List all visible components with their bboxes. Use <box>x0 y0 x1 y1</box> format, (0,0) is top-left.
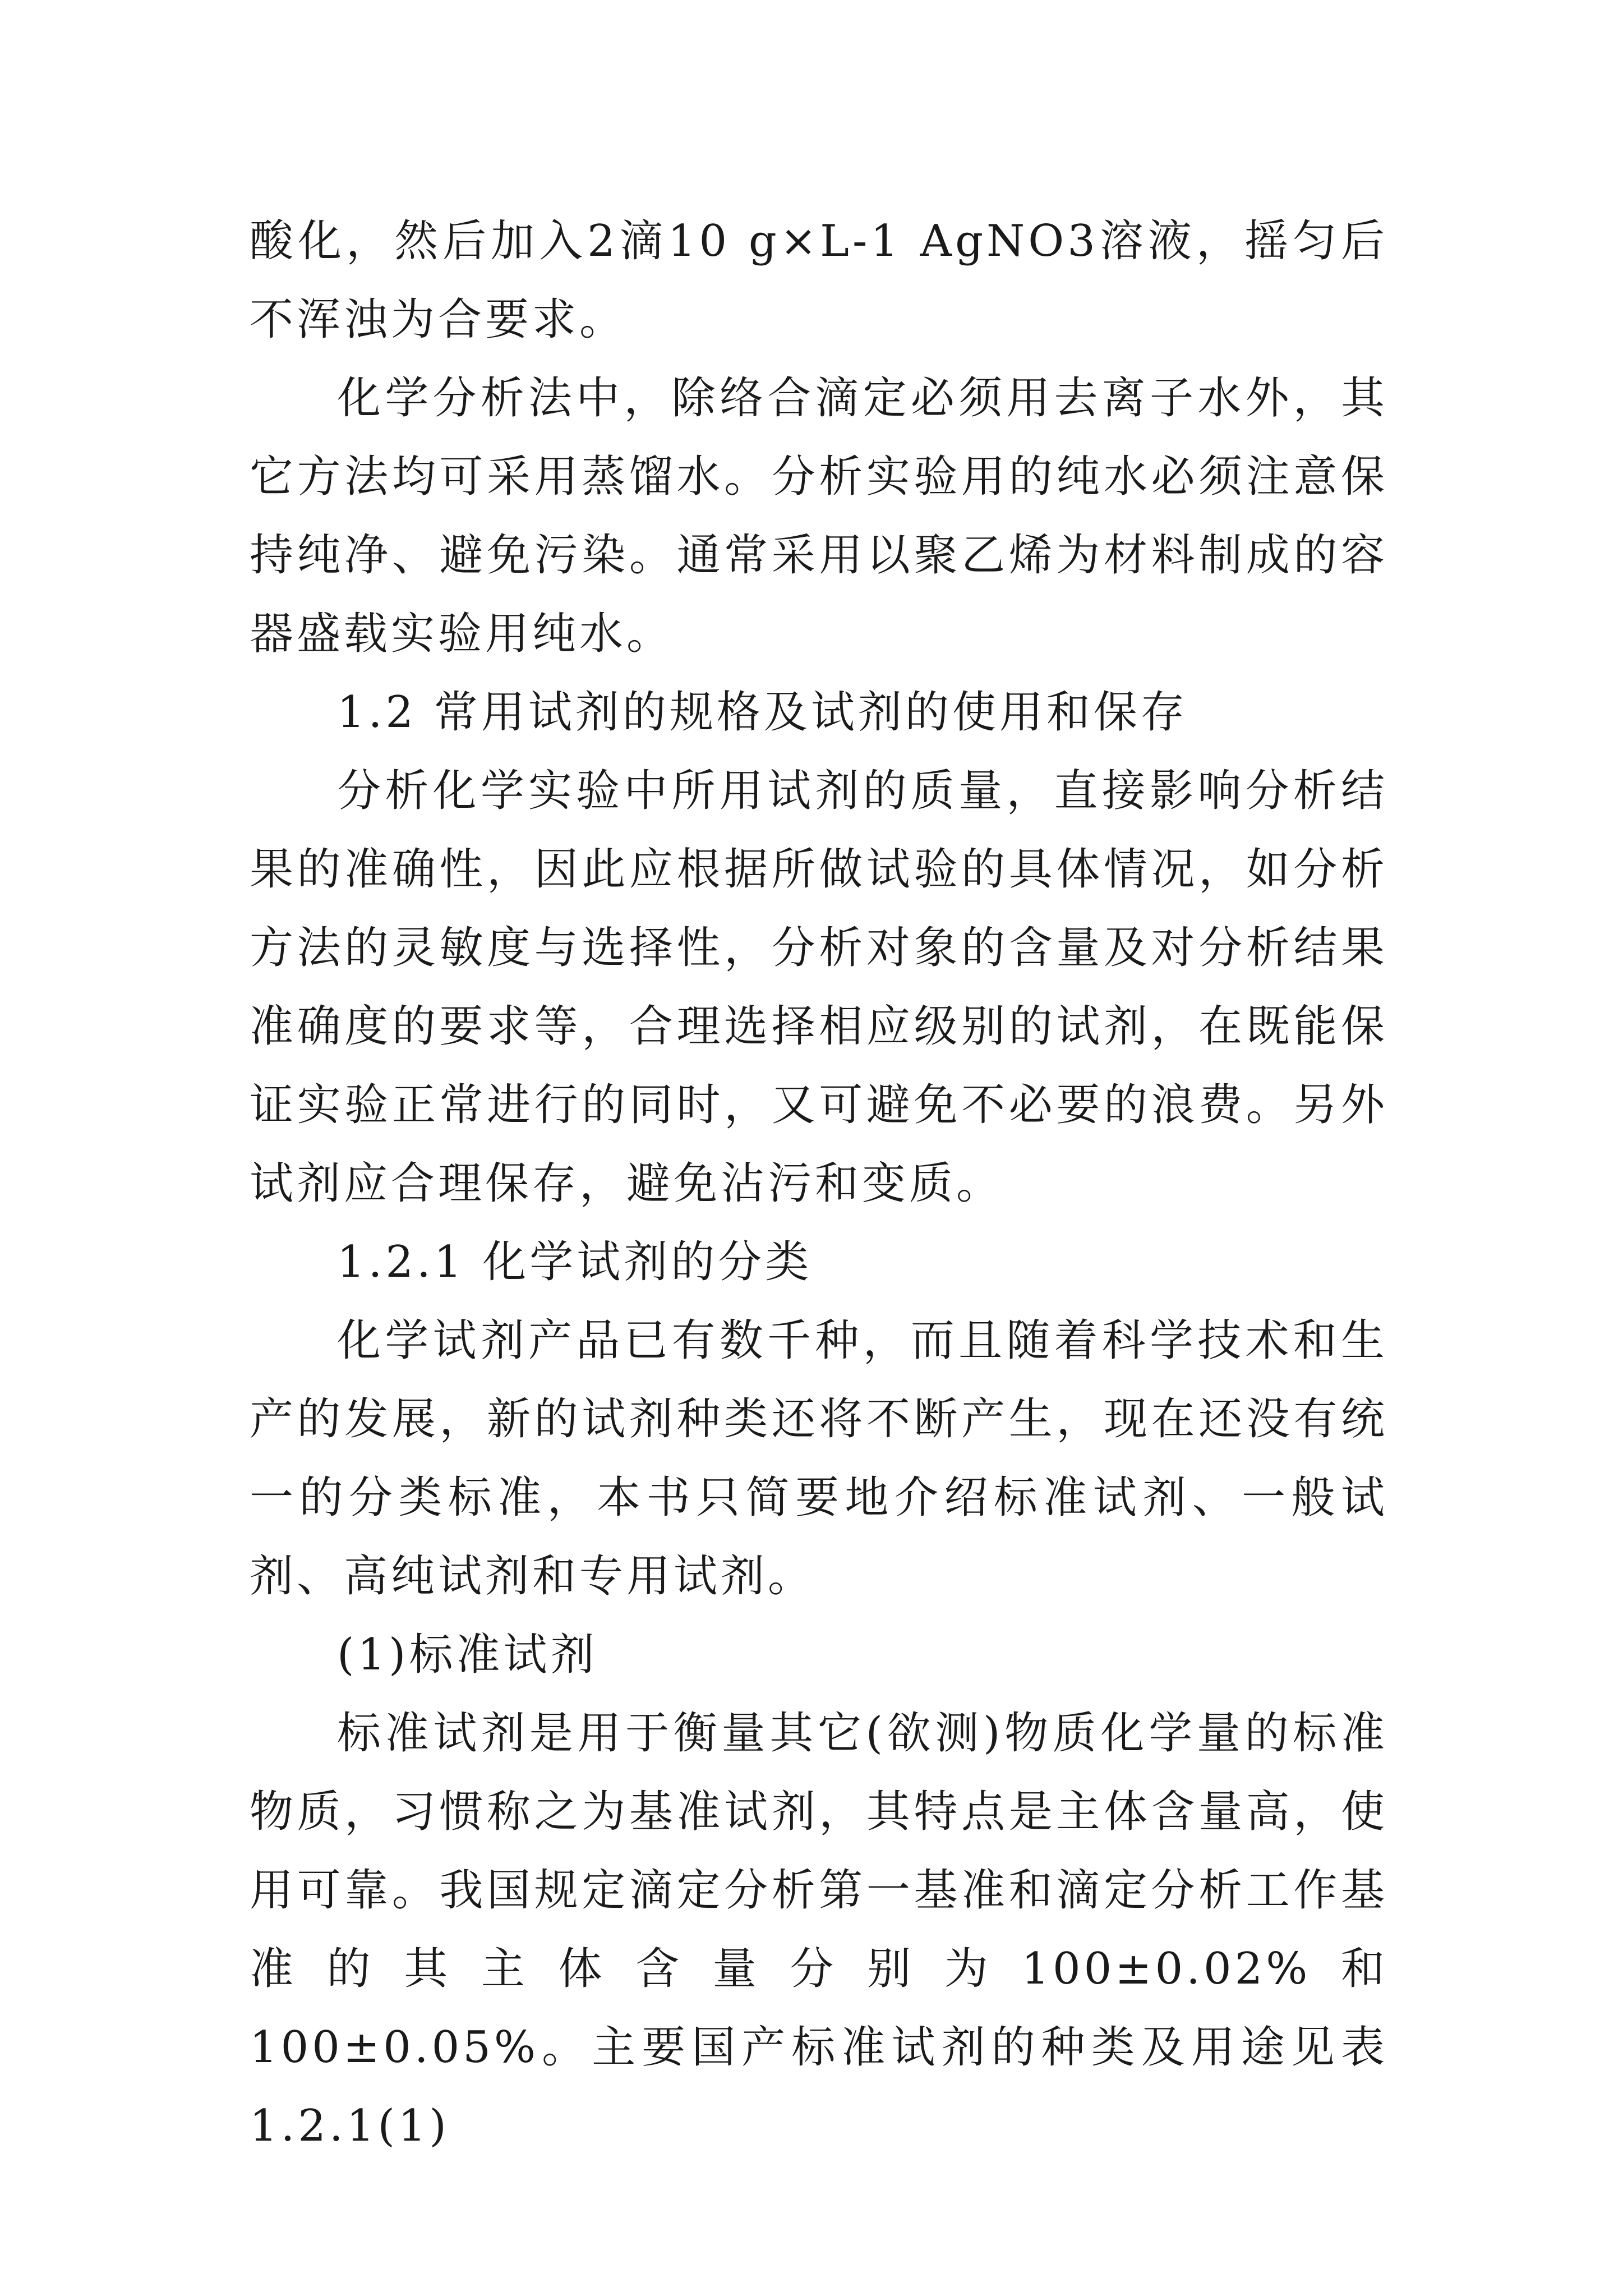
paragraph-pure-water: 化学分析法中，除络合滴定必须用去离子水外，其它方法均可采用蒸馏水。分析实验用的纯水必须注意保持纯净、避免污染。通常采用以聚乙烯为材料制成的容器盛载实验用纯水。 <box>250 373 1388 659</box>
paragraph-reagent-quality: 分析化学实验中所用试剂的质量，直接影响分析结果的准确性，因此应根据所做试验的具体情况，如分析方法的灵敏度与选择性，分析对象的含量及对分析结果准确度的要求等，合理选择相应级别的试剂，在既能保证实验正常进行的同时，又可避免不必要的浪费。另外试剂应合理保存，避免沾污和变质。 <box>250 766 1388 1209</box>
section-heading-1-2-1: 1.2.1 化学试剂的分类 <box>337 1237 813 1287</box>
paragraph-reagent-classification: 化学试剂产品已有数千种，而且随着科学技术和生产的发展，新的试剂种类还将不断产生，现在还没有统一的分类标准，本书只简要地介绍标准试剂、一般试剂、高纯试剂和专用试剂。 <box>250 1315 1388 1602</box>
section-heading-1-2: 1.2 常用试剂的规格及试剂的使用和保存 <box>337 687 1188 738</box>
subheading-standard-reagent: (1)标准试剂 <box>337 1630 598 1680</box>
paragraph-acidification: 酸化，然后加入2滴10 g×L-1 AgNO3溶液，摇匀后不浑浊为合要求。 <box>250 216 1388 345</box>
paragraph-standard-reagent: 标准试剂是用于衡量其它(欲测)物质化学量的标准物质，习惯称之为基准试剂，其特点是主体含量高，使用可靠。我国规定滴定分析第一基准和滴定分析工作基准的其主体含量分别为100±0.02%和100±0.05%。主要国产标准试剂的种类及用途见表1.2.1(1) <box>250 1708 1388 2151</box>
document-body <box>250 202 1388 2165</box>
